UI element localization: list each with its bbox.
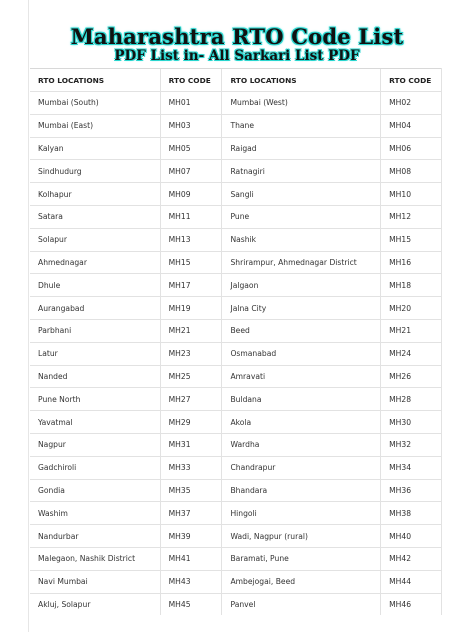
table-row (30, 547, 442, 570)
table-row (30, 92, 442, 115)
location-cell: Dhule (30, 274, 160, 297)
location-cell: Chandrapur (222, 456, 381, 479)
location-cell: Satara (30, 205, 160, 228)
location-cell: Wadi, Nagpur (rural) (222, 525, 381, 548)
code-cell: MH42 (381, 547, 442, 570)
code-cell: MH28 (381, 388, 442, 411)
code-cell: MH21 (160, 319, 222, 342)
table-row (30, 137, 442, 160)
code-cell: MH26 (381, 365, 442, 388)
location-cell: Pune (222, 205, 381, 228)
table-row (30, 228, 442, 251)
table-row (30, 593, 442, 615)
code-cell: MH25 (160, 365, 222, 388)
code-cell: MH31 (160, 433, 222, 456)
location-cell: Mumbai (South) (30, 92, 160, 115)
table-row (30, 525, 442, 548)
table-row (30, 342, 442, 365)
location-cell: Raigad (222, 137, 381, 160)
location-cell: Osmanabad (222, 342, 381, 365)
column-header-rto-locations: RTO LOCATIONS (30, 69, 160, 92)
location-cell: Parbhani (30, 319, 160, 342)
table-row (30, 479, 442, 502)
location-cell: Malegaon, Nashik District (30, 547, 160, 570)
code-cell: MH18 (381, 274, 442, 297)
location-cell: Aurangabad (30, 297, 160, 320)
table-row (30, 297, 442, 320)
location-cell: Solapur (30, 228, 160, 251)
location-cell: Shrirampur, Ahmednagar District (222, 251, 381, 274)
table-row (30, 114, 442, 137)
location-cell: Nagpur (30, 433, 160, 456)
location-cell: Kalyan (30, 137, 160, 160)
column-header-rto-code: RTO CODE (160, 69, 222, 92)
code-cell: MH41 (160, 547, 222, 570)
code-cell: MH46 (381, 593, 442, 615)
code-cell: MH36 (381, 479, 442, 502)
code-cell: MH38 (381, 502, 442, 525)
location-cell: Ambejogai, Beed (222, 570, 381, 593)
location-cell: Kolhapur (30, 183, 160, 206)
location-cell: Hingoli (222, 502, 381, 525)
table-row (30, 570, 442, 593)
code-cell: MH07 (160, 160, 222, 183)
table-row (30, 319, 442, 342)
code-cell: MH32 (381, 433, 442, 456)
location-cell: Thane (222, 114, 381, 137)
code-cell: MH30 (381, 411, 442, 434)
rto-code-table (30, 68, 442, 615)
code-cell: MH23 (160, 342, 222, 365)
location-cell: Ratnagiri (222, 160, 381, 183)
code-cell: MH20 (381, 297, 442, 320)
table-header-row (30, 69, 442, 92)
code-cell: MH04 (381, 114, 442, 137)
code-cell: MH24 (381, 342, 442, 365)
location-cell: Akola (222, 411, 381, 434)
location-cell: Amravati (222, 365, 381, 388)
location-cell: Baramati, Pune (222, 547, 381, 570)
location-cell: Wardha (222, 433, 381, 456)
table-row (30, 388, 442, 411)
code-cell: MH08 (381, 160, 442, 183)
column-header-rto-code-2: RTO CODE (381, 69, 442, 92)
table-row (30, 251, 442, 274)
column-header-rto-locations-2: RTO LOCATIONS (222, 69, 381, 92)
code-cell: MH17 (160, 274, 222, 297)
location-cell: Washim (30, 502, 160, 525)
location-cell: Panvel (222, 593, 381, 615)
location-cell: Navi Mumbai (30, 570, 160, 593)
code-cell: MH01 (160, 92, 222, 115)
code-cell: MH16 (381, 251, 442, 274)
code-cell: MH15 (381, 228, 442, 251)
table-row (30, 502, 442, 525)
location-cell: Latur (30, 342, 160, 365)
code-cell: MH33 (160, 456, 222, 479)
code-cell: MH21 (381, 319, 442, 342)
code-cell: MH11 (160, 205, 222, 228)
location-cell: Sindhudurg (30, 160, 160, 183)
location-cell: Bhandara (222, 479, 381, 502)
code-cell: MH12 (381, 205, 442, 228)
location-cell: Beed (222, 319, 381, 342)
title-block (0, 26, 474, 64)
page-title: Maharashtra RTO Code List (70, 24, 404, 49)
code-cell: MH37 (160, 502, 222, 525)
location-cell: Buldana (222, 388, 381, 411)
table-row (30, 160, 442, 183)
location-cell: Pune North (30, 388, 160, 411)
location-cell: Gondia (30, 479, 160, 502)
code-cell: MH43 (160, 570, 222, 593)
table-row (30, 183, 442, 206)
code-cell: MH19 (160, 297, 222, 320)
location-cell: Mumbai (East) (30, 114, 160, 137)
code-cell: MH45 (160, 593, 222, 615)
location-cell: Ahmednagar (30, 251, 160, 274)
code-cell: MH05 (160, 137, 222, 160)
table-body (30, 92, 442, 616)
code-cell: MH03 (160, 114, 222, 137)
page-left-rule (28, 0, 29, 632)
location-cell: Jalgaon (222, 274, 381, 297)
code-cell: MH40 (381, 525, 442, 548)
location-cell: Akluj, Solapur (30, 593, 160, 615)
code-cell: MH44 (381, 570, 442, 593)
code-cell: MH27 (160, 388, 222, 411)
location-cell: Mumbai (West) (222, 92, 381, 115)
location-cell: Nandurbar (30, 525, 160, 548)
location-cell: Yavatmal (30, 411, 160, 434)
table-row (30, 205, 442, 228)
table-row (30, 456, 442, 479)
page-subtitle: PDF List in- All Sarkari List PDF (114, 48, 360, 64)
code-cell: MH29 (160, 411, 222, 434)
code-cell: MH06 (381, 137, 442, 160)
location-cell: Jalna City (222, 297, 381, 320)
code-cell: MH35 (160, 479, 222, 502)
table-row (30, 365, 442, 388)
location-cell: Nanded (30, 365, 160, 388)
code-cell: MH10 (381, 183, 442, 206)
table-row (30, 274, 442, 297)
code-cell: MH15 (160, 251, 222, 274)
code-cell: MH34 (381, 456, 442, 479)
table-row (30, 433, 442, 456)
location-cell: Nashik (222, 228, 381, 251)
code-cell: MH02 (381, 92, 442, 115)
code-cell: MH09 (160, 183, 222, 206)
table-row (30, 411, 442, 434)
code-cell: MH39 (160, 525, 222, 548)
location-cell: Sangli (222, 183, 381, 206)
code-cell: MH13 (160, 228, 222, 251)
location-cell: Gadchiroli (30, 456, 160, 479)
